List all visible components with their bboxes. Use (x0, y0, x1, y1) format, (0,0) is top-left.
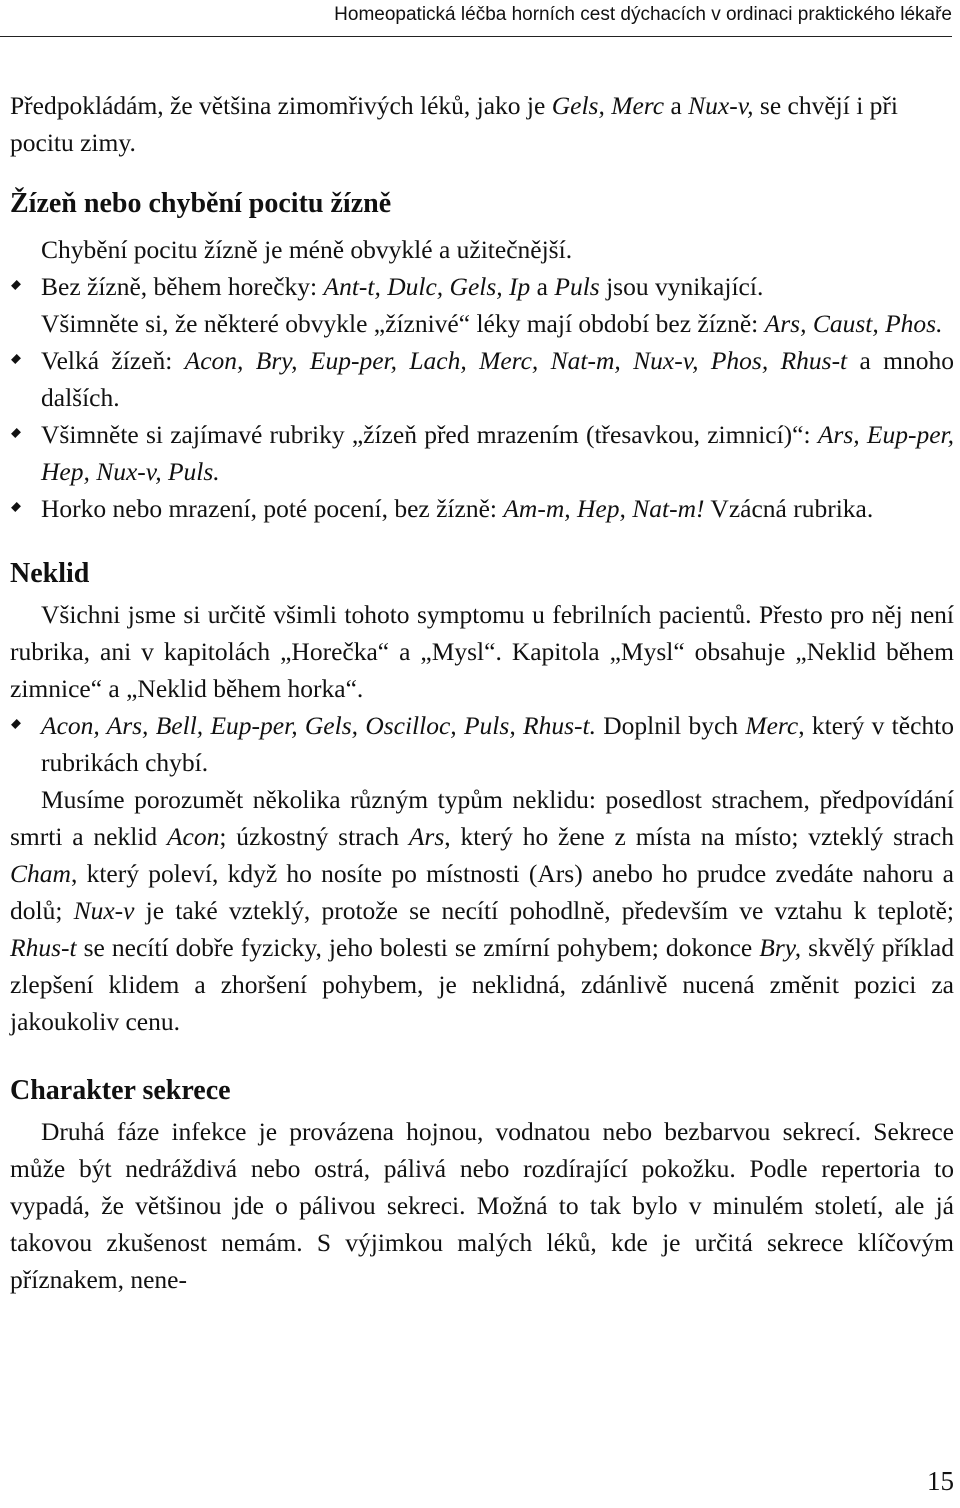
thirst-intro: Chybění pocitu žízně je méně obvyklé a užitečnější. (41, 235, 573, 264)
restless-bullet-1: Acon, Ars, Bell, Eup-per, Gels, Oscilloc, Puls, Rhus-t. Doplnil bych Merc, který v těchto rubrikách chybí. (10, 707, 954, 781)
page-body (10, 87, 954, 1298)
restless-paragraph-2: Musíme porozumět několika různým typům neklidu: posedlost strachem, předpovídání smrti a neklid Acon; úzkostný strach Ars, který ho žene z místa na místo; vzteklý strach Cham, který poleví, když ho nosíte po místnosti (Ars) anebo ho prudce zvedáte nahoru a dolů; Nux-v je také vzteklý, protože se necítí pohodlně, především ve vztahu k teplotě; Rhus-t se necítí dobře fyzicky, jeho bolesti se zmírní pohybem; dokonce Bry, skvělý příklad zlepšení klidem a zhoršení pohybem, je neklidná, zdánlivě nucená změnit pozici za jakoukoliv cenu. (10, 785, 954, 1036)
thirst-bullet-3: Všimněte si zajímavé rubriky „žízeň před mrazením (třesavkou, zimnicí)“: Ars, Eup-per, Hep, Nux-v, Puls. (10, 416, 954, 490)
restless-paragraph-1: Všichni jsme si určitě všimli tohoto symptomu u febrilních pacientů. Přesto pro něj není rubrika, ani v kapitolách „Horečka“ a „Mysl“. Kapitola „Mysl“ obsahuje „Neklid během zimnice“ a „Neklid během horka“. (10, 600, 954, 703)
thirst-bullet-4: Horko nebo mrazení, poté pocení, bez žízně: Am-m, Hep, Nat-m! Vzácná rubrika. (10, 490, 954, 527)
diamond-bullet-icon (11, 354, 21, 364)
diamond-bullet-icon (11, 502, 21, 512)
thirst-bullet-1-continuation: Všimněte si, že některé obvykle „žíznivé“ léky mají období bez žízně: Ars, Caust, Phos. (41, 309, 943, 338)
running-header: Homeopatická léčba horních cest dýchacích v ordinaci praktického lékaře (0, 0, 952, 37)
diamond-bullet-icon (11, 280, 21, 290)
heading-restlessness: Neklid (10, 558, 90, 589)
secretion-paragraph: Druhá fáze infekce je provázena hojnou, vodnatou nebo bezbarvou sekrecí. Sekrece může být nedráždivá nebo ostrá, pálivá nebo rozdírající pokožku. Podle repertoria to vypadá, že většinou jde o pálivou sekreci. Možná to tak bylo v minulém století, ale já takovou zkušenost nemám. S výjimkou malých léků, kde je určitá sekrece klíčovým příznakem, nene- (10, 1117, 954, 1294)
heading-secretion: Charakter sekrece (10, 1075, 231, 1106)
diamond-bullet-icon (11, 428, 21, 438)
diamond-bullet-icon (11, 719, 21, 729)
heading-thirst: Žízeň nebo chybění pocitu žízně (10, 188, 392, 219)
thirst-bullet-1: Bez žízně, během horečky: Ant-t, Dulc, Gels, Ip a Puls jsou vynikající. (10, 268, 954, 305)
page-number: 15 (927, 1466, 954, 1496)
intro-paragraph: Předpokládám, že většina zimomřivých léků, jako je Gels, Merc a Nux-v, se chvějí i při pocitu zimy. (10, 91, 898, 157)
thirst-bullet-2: Velká žízeň: Acon, Bry, Eup-per, Lach, Merc, Nat-m, Nux-v, Phos, Rhus-t a mnoho dalších. (10, 342, 954, 416)
